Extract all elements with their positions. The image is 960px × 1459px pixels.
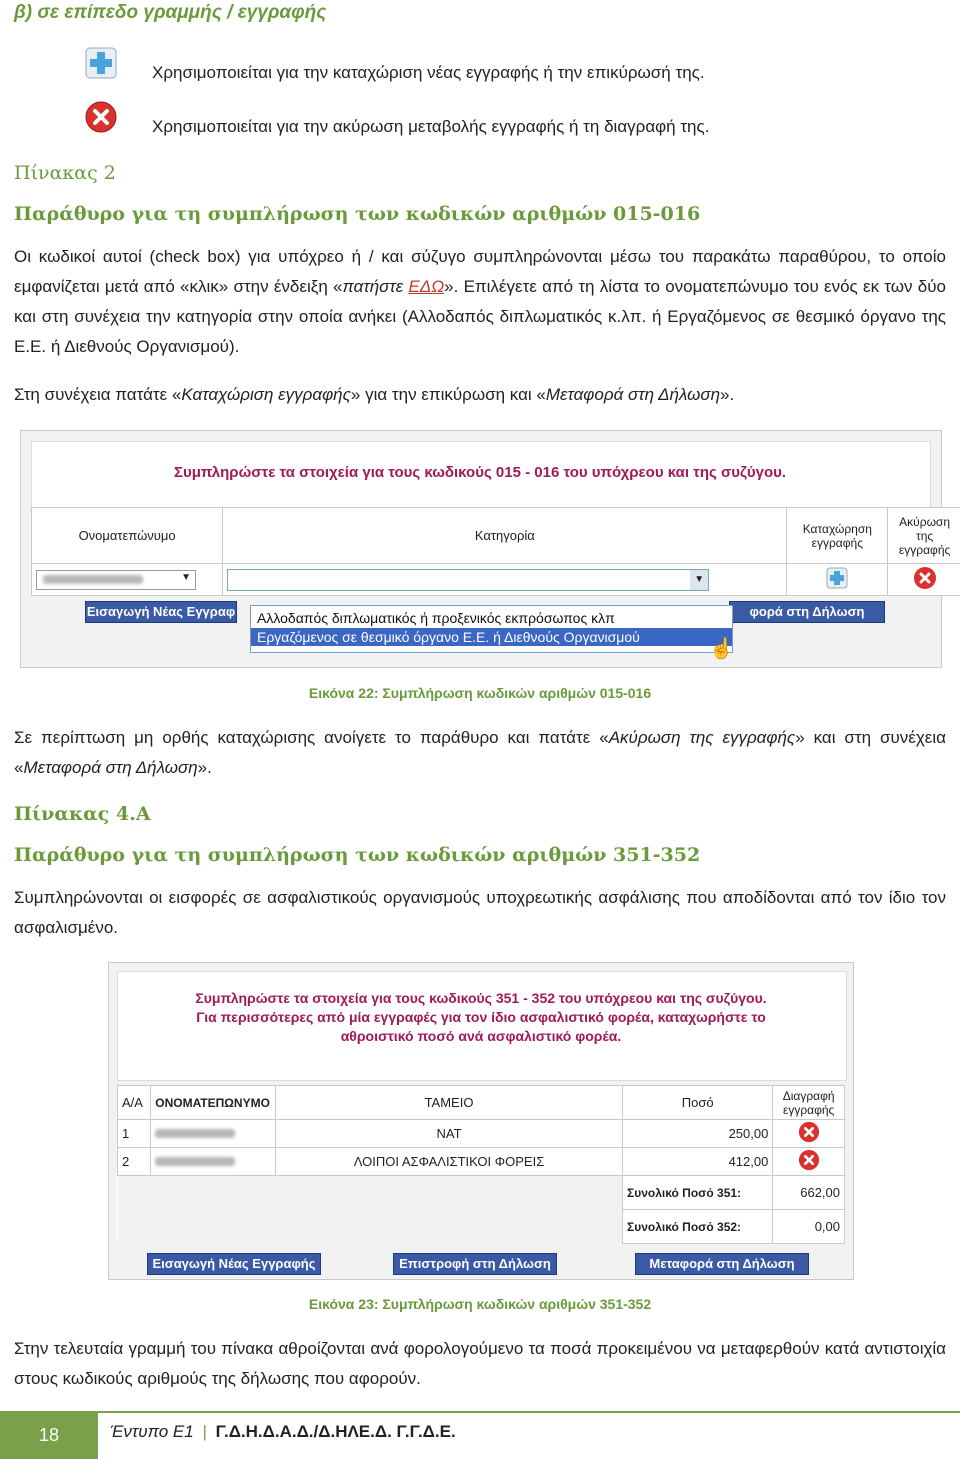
- page-number: 18: [0, 1411, 98, 1459]
- figure-23-caption: Εικόνα 23: Συμπλήρωση κωδικών αριθμών 351-352: [308, 1296, 652, 1312]
- table4a-title: Παράθυρο για τη συμπλήρωση των κωδικών αριθμών 351-352: [14, 844, 701, 866]
- cursor-hand-icon: ☝: [709, 638, 734, 660]
- category-select-cell: [223, 564, 787, 596]
- col-cancel-header: Ακύρωση της εγγραφής: [888, 508, 960, 564]
- category-select[interactable]: [227, 569, 709, 591]
- register-cell: [787, 564, 888, 596]
- col-category-header: Κατηγορία: [223, 508, 787, 564]
- new-record-button[interactable]: Εισαγωγή Νέας Εγγραφής: [147, 1253, 321, 1275]
- new-record-button[interactable]: Εισαγωγή Νέας Εγγραφ: [85, 601, 237, 623]
- cancel-cell: [888, 564, 960, 596]
- sum-351-value: 662,00: [773, 1176, 845, 1210]
- row-amount: 250,00: [623, 1120, 773, 1148]
- col-delete-header: Διαγραφή εγγραφής: [773, 1086, 845, 1120]
- row-aa: 2: [118, 1148, 151, 1176]
- back-to-declaration-button[interactable]: Επιστροφή στη Δήλωση: [393, 1253, 557, 1275]
- col-fund-header: ΤΑΜΕΙΟ: [275, 1086, 622, 1120]
- table2-label: Πίνακας 2: [14, 162, 116, 184]
- cancel-paragraph: Σε περίπτωση μη ορθής καταχώρισης ανοίγετε το παράθυρο και πατάτε «Ακύρωση της εγγραφής» και στη συνέχεια «Μεταφορά στη Δήλωση».: [14, 728, 946, 777]
- last-paragraph: Στην τελευταία γραμμή του πίνακα αθροίζονται ανά φορολογούμενο τα ποσά προκειμένου να μεταφερθούν κατά αντιστοιχία στους κωδικούς αριθμούς της δήλωσης που αφορούν.: [14, 1339, 946, 1388]
- table-row: [118, 1148, 845, 1176]
- footer-text: Έντυπο Ε1 | Γ.Δ.Η.Δ.Α.Δ./Δ.ΗΛΕ.Δ. Γ.Γ.Δ.Ε.: [110, 1422, 456, 1441]
- col-amount-header: Ποσό: [623, 1086, 773, 1120]
- here-link[interactable]: ΕΔΩ: [408, 277, 445, 296]
- chevron-down-icon: ▼: [181, 571, 191, 583]
- col-register-header: Καταχώρηση εγγραφής: [787, 508, 888, 564]
- chevron-down-icon: ▼: [690, 570, 708, 590]
- row-amount: 412,00: [623, 1148, 773, 1176]
- sum-352-row: [118, 1210, 845, 1244]
- table2-paragraph-2: Στη συνέχεια πατάτε «Καταχώριση εγγραφής» για την επικύρωση και «Μεταφορά στη Δήλωση».: [14, 385, 735, 404]
- delete-record-icon: [84, 100, 118, 134]
- col-aa-header: Α/Α: [118, 1086, 151, 1120]
- dropdown-option[interactable]: Αλλοδαπός διπλωματικός ή προξενικός εκπρόσωπος κλπ: [257, 610, 615, 626]
- fig22-header: Συμπληρώστε τα στοιχεία για τους κωδικούς 015 - 016 του υπόχρεου και της συζύγου.: [173, 464, 787, 481]
- row-fund: ΝΑΤ: [275, 1120, 622, 1148]
- add-record-icon[interactable]: [826, 567, 848, 589]
- name-select[interactable]: [36, 570, 196, 590]
- table2-title: Παράθυρο για τη συμπλήρωση των κωδικών αριθμών 015-016: [14, 203, 701, 225]
- transfer-button[interactable]: φορά στη Δήλωση: [729, 601, 885, 623]
- table4a-label: Πίνακας 4.Α: [14, 803, 151, 825]
- col-name-header: ΟΝΟΜΑΤΕΠΩΝΥΜΟ: [151, 1086, 276, 1120]
- row-fund: ΛΟΙΠΟΙ ΑΣΦΑΛΙΣΤΙΚΟΙ ΦΟΡΕΙΣ: [275, 1148, 622, 1176]
- sum-352-label: Συνολικό Ποσό 352:: [623, 1210, 773, 1244]
- dropdown-option-selected[interactable]: Εργαζόμενος σε θεσμικό όργανο Ε.Ε. ή Διεθνούς Οργανισμού: [251, 628, 732, 646]
- table-row: [118, 1120, 845, 1148]
- delete-icon-description: Χρησιμοποιείται για την ακύρωση μεταβολής εγγραφής ή τη διαγραφή της.: [152, 117, 710, 136]
- figure-22-caption: Εικόνα 22: Συμπλήρωση κωδικών αριθμών 015-016: [308, 685, 652, 701]
- sum-351-row: [118, 1176, 845, 1210]
- row-aa: 1: [118, 1120, 151, 1148]
- fig23-grid: [117, 1085, 845, 1244]
- transfer-button[interactable]: Μεταφορά στη Δήλωση: [635, 1253, 809, 1275]
- table4a-paragraph: Συμπληρώνονται οι εισφορές σε ασφαλιστικούς οργανισμούς υποχρεωτικής ασφάλισης που αποδίδονται από τον ίδιο τον ασφαλισμένο.: [14, 888, 946, 937]
- fig22-grid: [31, 507, 960, 596]
- name-select-cell: [32, 564, 223, 596]
- category-dropdown-list: [250, 605, 733, 653]
- footer-divider: [0, 1411, 960, 1413]
- row-name: [151, 1148, 276, 1176]
- delete-record-icon[interactable]: [798, 1149, 820, 1171]
- row-name: [151, 1120, 276, 1148]
- delete-record-icon[interactable]: [913, 566, 937, 590]
- sum-352-value: 0,00: [773, 1210, 845, 1244]
- add-icon-description: Χρησιμοποιείται για την καταχώριση νέας εγγραφής ή την επικύρωσή της.: [152, 63, 705, 82]
- fig23-header: Συμπληρώστε τα στοιχεία για τους κωδικούς 351 - 352 του υπόχρεου και της συζύγου. Για περισσότερες από μία εγγραφές για τον ίδιο ασφαλιστικό φορέα, καταχωρήστε το αθροιστικό ποσό ανά ασφαλιστικό φορέα.: [195, 990, 767, 1044]
- col-name-header: Ονοματεπώνυμο: [32, 508, 223, 564]
- section-heading: β) σε επίπεδο γραμμής / εγγραφής: [14, 2, 327, 23]
- row-delete: [773, 1148, 845, 1176]
- delete-record-icon[interactable]: [798, 1121, 820, 1143]
- figure-23-screenshot: [108, 962, 854, 1280]
- table2-paragraph-1: Οι κωδικοί αυτοί (check box) για υπόχρεο ή / και σύζυγο συμπληρώνονται μέσω του παρακάτω παραθύρου, το οποίο εμφανίζεται μετά από «κλικ» στην ένδειξη «πατήστε ΕΔΩ». Επιλέγετε από τη λίστα το ονοματεπώνυμο του ενός εκ των δύο και στη συνέχεια την κατηγορία στην οποία ανήκει (Αλλοδαπός διπλωματικός κ.λπ. ή Εργαζόμενος σε θεσμικό όργανο της Ε.Ε. ή Διεθνούς Οργανισμού).: [14, 247, 946, 356]
- sum-351-label: Συνολικό Ποσό 351:: [623, 1176, 773, 1210]
- add-record-icon: [84, 46, 118, 80]
- row-delete: [773, 1120, 845, 1148]
- figure-22-screenshot: [20, 430, 951, 668]
